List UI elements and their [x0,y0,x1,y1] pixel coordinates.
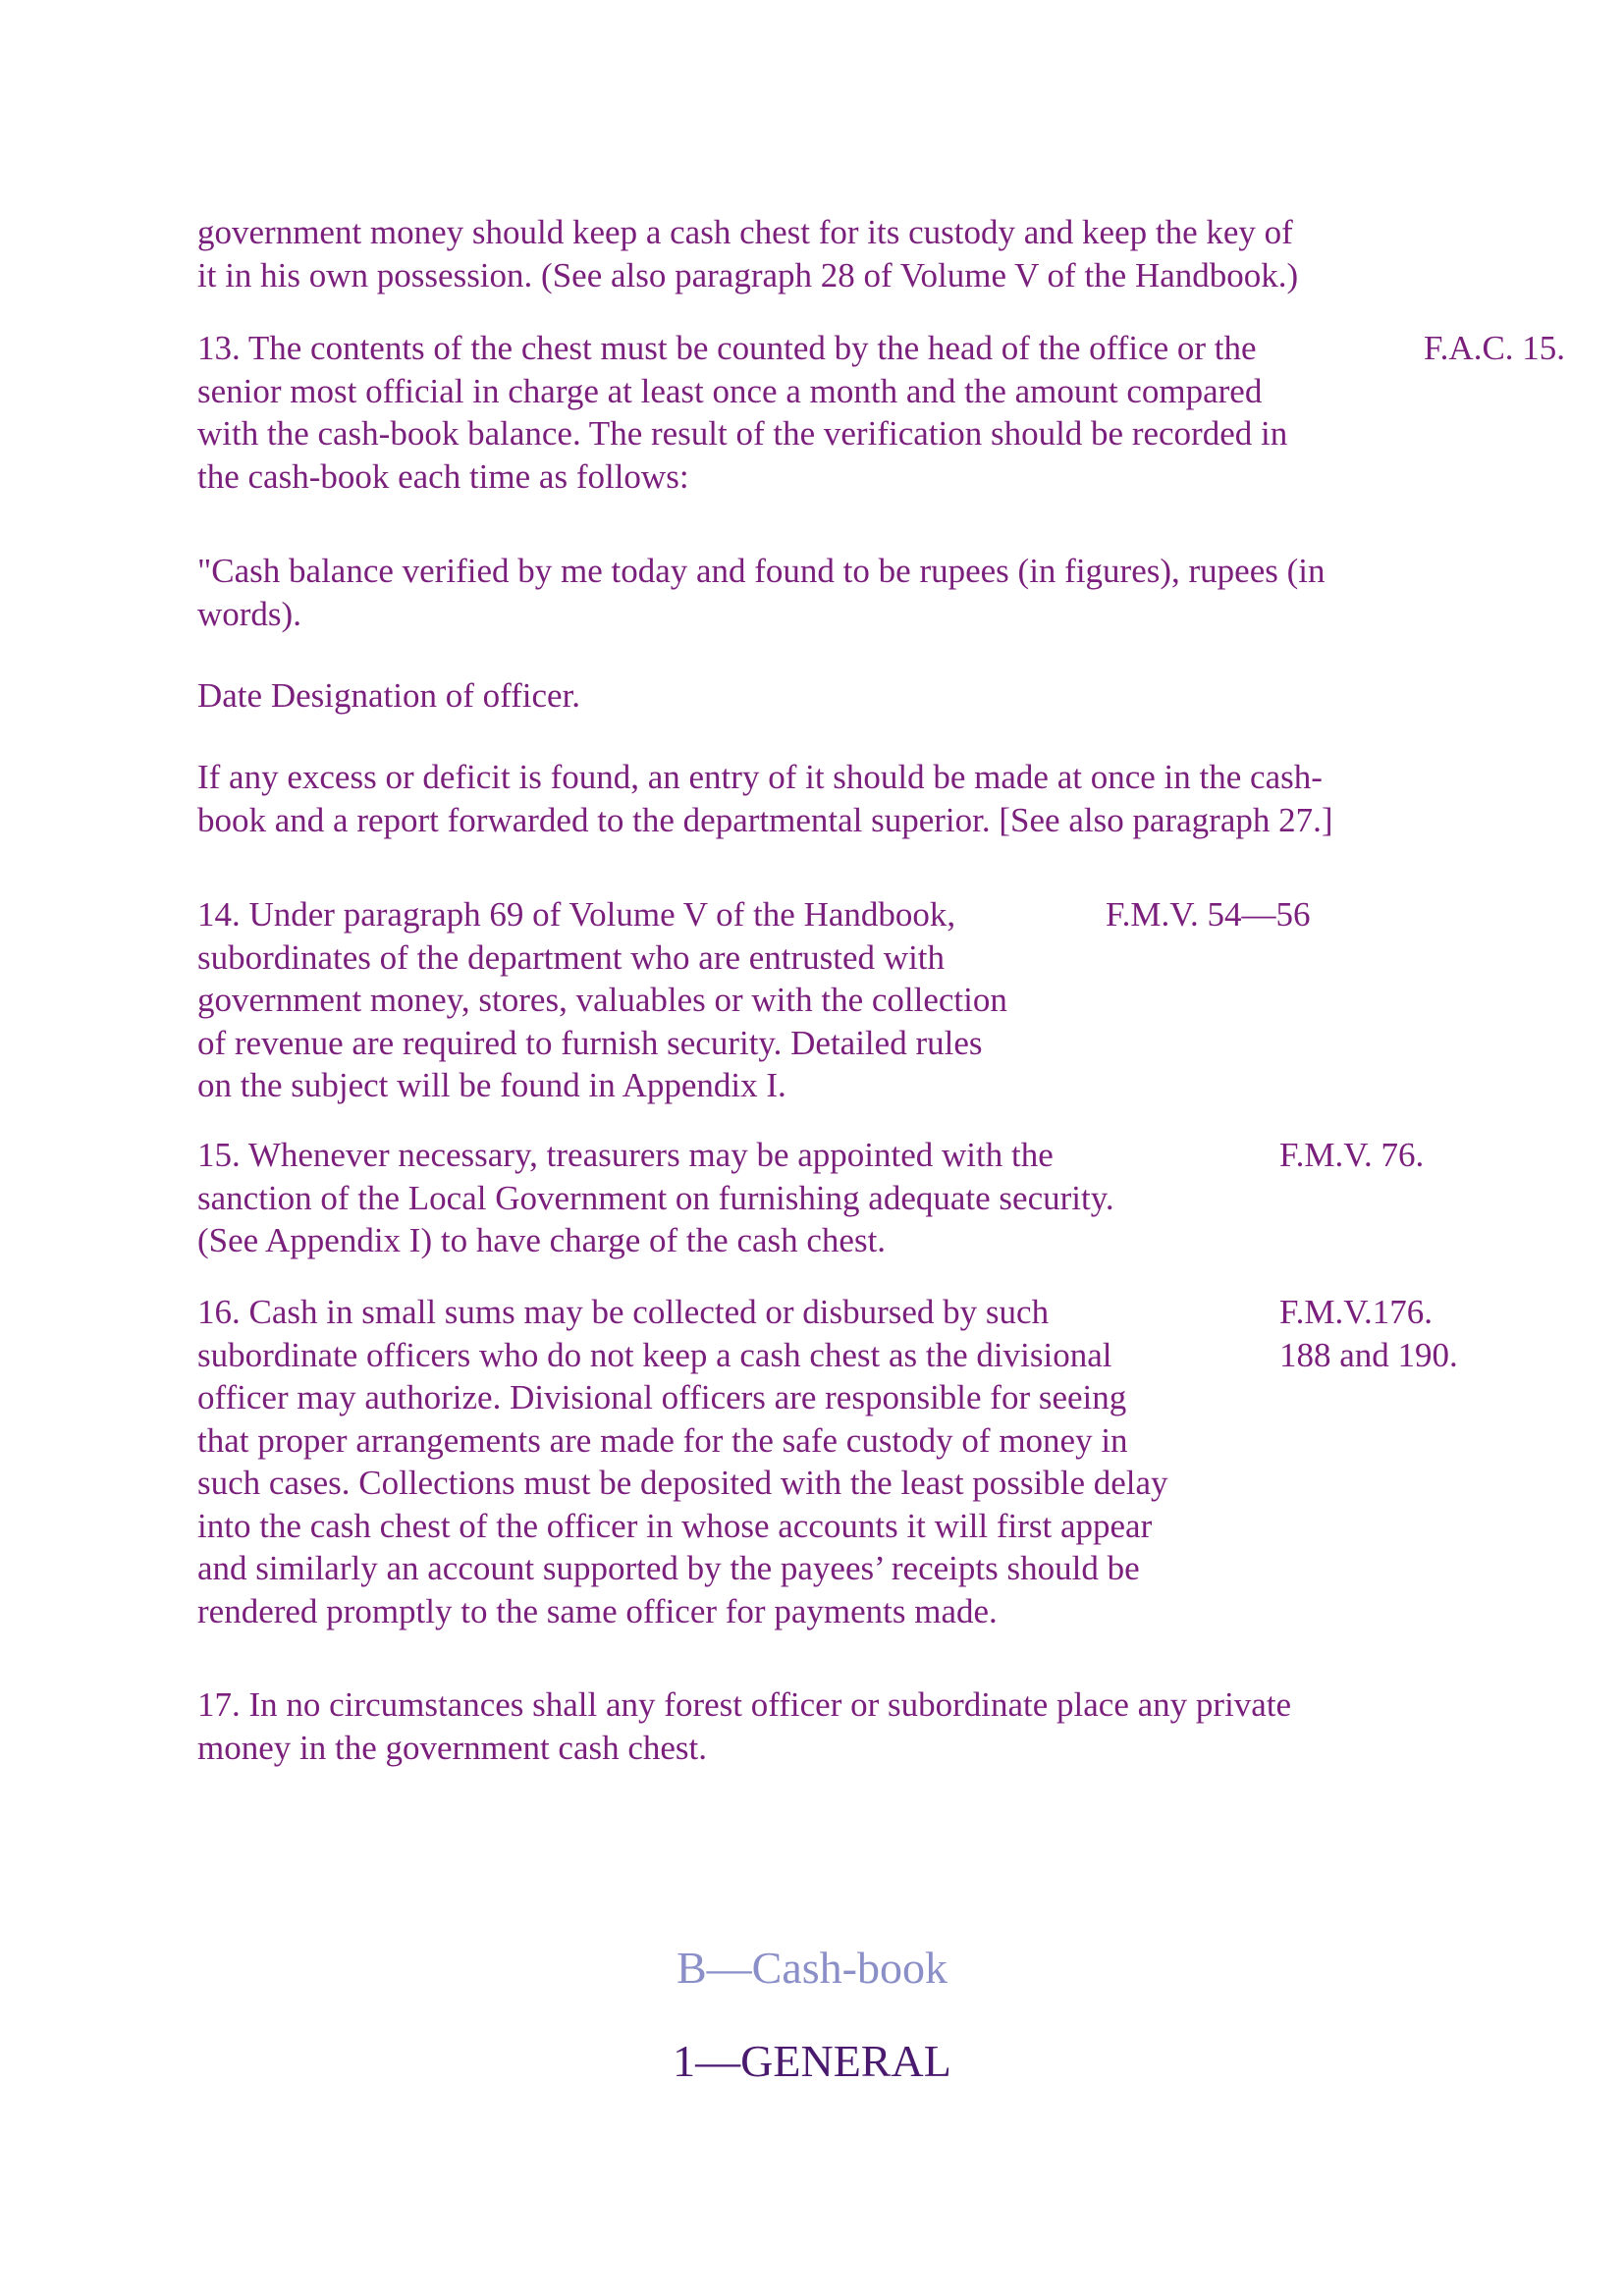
line: 13. The contents of the chest must be counted by the head of the office or the [197,329,1257,367]
line: Date Designation of officer. [197,676,581,715]
line: 14. Under paragraph 69 of Volume V of the Handbook, [197,895,956,934]
line: government money, stores, valuables or with the collection [197,981,1007,1019]
subsection-heading: 1—GENERAL [673,2036,951,2086]
line: into the cash chest of the officer in whose accounts it will first appear [197,1506,1153,1545]
line: 15. Whenever necessary, treasurers may be appointed with the [197,1136,1054,1174]
line: of revenue are required to furnish security. Detailed rules [197,1023,983,1062]
margin-reference-13 [1424,327,1565,370]
line: it in his own possession. (See also paragraph 28 of Volume V of the Handbook.) [197,255,1299,294]
line: officer may authorize. Divisional officers are responsible for seeing [197,1378,1127,1416]
line: rendered promptly to the same officer for payments made. [197,1591,998,1630]
line: with the cash-book balance. The result of the verification should be recorded in [197,414,1288,453]
line: the cash-book each time as follows: [197,456,689,496]
line: on the subject will be found in Appendix I. [197,1066,786,1104]
paragraph-15 [197,1134,1114,1262]
margin-reference-15 [1279,1134,1424,1177]
margin-line: 188 and 190. [1279,1335,1458,1374]
line: such cases. Collections must be deposited with the least possible delay [197,1464,1168,1502]
line: sanction of the Local Government on furnishing adequate security. [197,1178,1114,1217]
margin-line: F.M.V. 54—56 [1106,895,1311,934]
line: government money should keep a cash chest for its custody and keep the key of [197,213,1293,251]
line: that proper arrangements are made for the safe custody of money in [197,1420,1128,1460]
line: money in the government cash chest. [197,1728,708,1767]
line: 17. In no circumstances shall any forest officer or subordinate place any private [197,1685,1292,1724]
line: and similarly an account supported by the payees’ receipts should be [197,1549,1140,1587]
margin-reference-14 [1106,893,1311,936]
paragraph-excess-deficit [197,756,1333,841]
line: subordinates of the department who are entrusted with [197,937,946,977]
line: If any excess or deficit is found, an entry of it should be made at once in the cash- [197,758,1323,796]
margin-line: F.M.V.176. [1279,1293,1434,1331]
paragraph-date-designation [197,674,580,718]
paragraph-14 [197,893,1007,1107]
line: (See Appendix I) to have charge of the cash chest. [197,1221,887,1259]
line: 16. Cash in small sums may be collected or disbursed by such [197,1293,1050,1331]
line: book and a report forwarded to the departmental superior. [See also paragraph 27.] [197,800,1333,839]
section-heading: B—Cash-book [677,1943,947,1993]
margin-line: F.M.V. 76. [1279,1136,1425,1174]
paragraph-continuation [197,211,1298,296]
margin-line: F.A.C. 15. [1424,329,1566,367]
paragraph-quote [197,550,1326,635]
line: "Cash balance verified by me today and found to be rupees (in figures), rupees (in [197,552,1326,590]
paragraph-13 [197,327,1287,498]
margin-reference-16 [1279,1291,1458,1376]
line: words). [197,594,301,633]
line: subordinate officers who do not keep a cash chest as the divisional [197,1335,1112,1374]
paragraph-16 [197,1291,1168,1632]
paragraph-17 [197,1683,1291,1769]
line: senior most official in charge at least once a month and the amount compared [197,371,1263,410]
